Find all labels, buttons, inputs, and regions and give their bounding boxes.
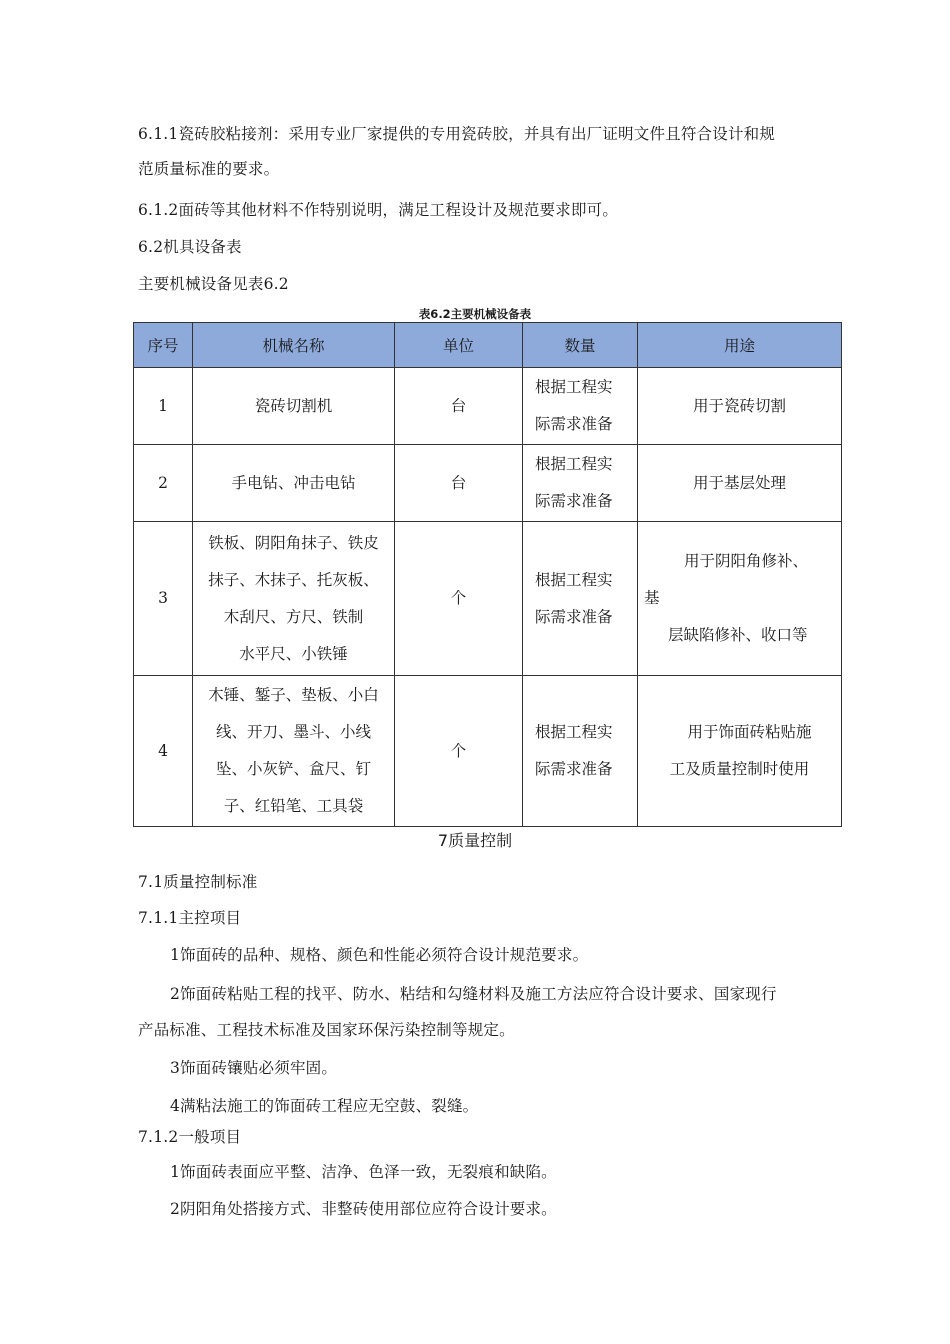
cell-usage-line: 用于基层处理 [692,473,786,492]
cell-usage [638,676,842,827]
cell-name [193,522,395,676]
main-item-3: 3饰面砖镶贴必须牢固。 [170,1059,338,1077]
cell-name [193,445,395,522]
cell-name-line: 水平尺、小铁锤 [239,644,348,663]
cell-unit: 台 [395,445,523,522]
table-intro: 主要机械设备见表6.2 [138,275,289,293]
cell-usage-line: 用于阴阳角修补、 [684,552,809,570]
cell-name [193,368,395,445]
table-row [134,445,842,522]
cell-quantity-line: 根据工程实 [535,455,613,473]
cell-usage-line: 层缺陷修补、收口等 [668,626,808,644]
main-item-2-line2: 产品标准、工程技术标准及国家环保污染控制等规定。 [138,1021,515,1039]
cell-quantity-line: 际需求准备 [535,415,613,433]
cell-index: 3 [134,522,193,676]
cell-name-line: 子、红铅笔、工具袋 [223,797,364,815]
cell-index: 1 [134,368,193,445]
table-header-row [134,323,842,368]
cell-index: 4 [134,676,193,827]
cell-quantity [523,522,638,676]
header-usage: 用途 [638,323,842,368]
cell-name-line: 木刮尺、方尺、铁制 [223,607,364,626]
cell-quantity [523,445,638,522]
cell-name [193,676,395,827]
cell-usage [638,445,842,522]
cell-quantity-line: 根据工程实 [535,723,613,741]
cell-quantity-line: 际需求准备 [535,492,613,510]
table-row [134,522,842,676]
section-7-heading: 7质量控制 [437,831,513,850]
equipment-table [133,322,842,827]
paragraph-6-1-1-line1: 6.1.1瓷砖胶粘接剂：采用专业厂家提供的专用瓷砖胶，并具有出厂证明文件且符合设计和规 [138,125,776,143]
header-unit: 单位 [395,323,523,368]
cell-usage [638,522,842,676]
cell-name-line: 坠、小灰铲、盒尺、钉 [215,760,371,778]
cell-name-line: 瓷砖切割机 [254,396,333,415]
main-item-1: 1饰面砖的品种、规格、颜色和性能必须符合设计规范要求。 [170,946,589,964]
cell-usage-line: 用于饰面砖粘贴施 [687,723,812,741]
cell-name-line: 线、开刀、墨斗、小线 [215,723,371,741]
cell-quantity [523,676,638,827]
section-7-1-2-title: 7.1.2一般项目 [138,1128,242,1146]
cell-name-line: 木锤、錾子、垫板、小白 [208,686,379,704]
header-index: 序号 [134,323,193,368]
header-name: 机械名称 [193,323,395,368]
cell-usage-line: 用于瓷砖切割 [692,396,786,415]
table-row [134,676,842,827]
general-item-1: 1饰面砖表面应平整、洁净、色泽一致，无裂痕和缺陷。 [170,1163,557,1181]
cell-quantity-line: 际需求准备 [535,607,613,626]
cell-unit: 台 [395,368,523,445]
paragraph-6-1-2: 6.1.2面砖等其他材料不作特别说明，满足工程设计及规范要求即可。 [138,201,619,219]
cell-quantity-line: 际需求准备 [535,760,613,778]
header-quantity: 数量 [523,323,638,368]
cell-unit: 个 [395,522,523,676]
cell-usage-line: 基 [644,589,660,607]
table-row [134,368,842,445]
cell-usage [638,368,842,445]
cell-name-line: 铁板、阴阳角抹子、铁皮 [208,533,379,552]
cell-index: 2 [134,445,193,522]
section-6-2-title: 6.2机具设备表 [138,238,242,256]
section-7-1-title: 7.1质量控制标准 [138,873,258,891]
cell-quantity [523,368,638,445]
cell-quantity-line: 根据工程实 [535,570,613,589]
cell-name-line: 抹子、木抹子、托灰板、 [208,570,379,589]
general-item-2: 2阴阳角处搭接方式、非整砖使用部位应符合设计要求。 [170,1200,557,1218]
cell-name-line: 手电钻、冲击电钻 [231,473,356,492]
cell-usage-line: 工及质量控制时使用 [669,760,810,778]
main-item-2-line1: 2饰面砖粘贴工程的找平、防水、粘结和勾缝材料及施工方法应符合设计要求、国家现行 [170,985,777,1003]
section-7-1-1-title: 7.1.1主控项目 [138,909,242,927]
cell-unit: 个 [395,676,523,827]
paragraph-6-1-1-line2: 范质量标准的要求。 [138,160,280,178]
cell-quantity-line: 根据工程实 [535,378,613,396]
main-item-4: 4满粘法施工的饰面砖工程应无空鼓、裂缝。 [170,1097,479,1115]
table-caption: 表6.2主要机械设备表 [418,307,532,321]
